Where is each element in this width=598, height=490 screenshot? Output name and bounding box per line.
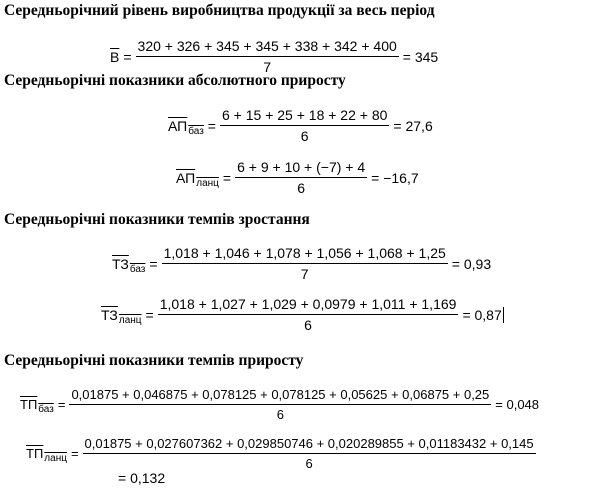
heading-increase-rates: Середньорічні показники темпів приросту (4, 352, 304, 369)
lhs-symbol: ТП (26, 446, 44, 461)
heading-growth-rates: Середньорічні показники темпів зростання (4, 211, 310, 228)
text-cursor (503, 307, 504, 323)
result: = 27,6 (393, 117, 433, 134)
denominator: 7 (300, 266, 309, 282)
numerator: 0,01875 + 0,027607362 + 0,029850746 + 0,020289855 + 0,01183432 + 0,145 (83, 436, 536, 454)
heading-production: Середньорічний рівень виробництва продукції за весь період (4, 2, 435, 19)
result: = 345 (402, 48, 439, 65)
lhs-symbol: ТЗ (112, 255, 129, 272)
lhs-symbol: ТП (20, 397, 38, 412)
numerator: 0,01875 + 0,046875 + 0,078125 + 0,078125 + 0,05625 + 0,06875 + 0,25 (69, 387, 491, 405)
formula-absolute-chain (176, 159, 419, 196)
heading-absolute-growth: Середньорічні показники абсолютного приросту (4, 72, 346, 89)
denominator: 7 (263, 59, 272, 75)
equals-sign: = (207, 117, 216, 134)
lhs-subscript: баз (38, 404, 54, 415)
equals-sign: = (123, 48, 132, 65)
lhs-symbol: АП (176, 169, 196, 186)
numerator: 1,018 + 1,046 + 1,078 + 1,056 + 1,068 + 1,25 (162, 245, 448, 264)
denominator: 6 (297, 180, 306, 196)
formula-increase-base (20, 387, 539, 422)
lhs-subscript: баз (129, 263, 146, 275)
lhs-symbol: В (110, 48, 120, 65)
equals-sign: = (57, 397, 66, 412)
numerator: 6 + 9 + 10 + (−7) + 4 (235, 159, 367, 178)
equals-sign: = (222, 169, 232, 186)
formula-growth-chain (101, 296, 504, 333)
result: = 0,048 (495, 397, 540, 412)
lhs-subscript: ланц (118, 314, 142, 326)
result: = 0,132 (118, 470, 166, 486)
lhs-subscript: ланц (44, 453, 67, 464)
result: = 0,87 (462, 306, 502, 323)
numerator: 1,018 + 1,027 + 1,029 + 0,0979 + 1,011 + 1,169 (158, 296, 459, 315)
formula-growth-base (112, 245, 491, 282)
denominator: 6 (305, 456, 313, 471)
equals-sign: = (145, 306, 154, 323)
equals-sign: = (70, 446, 79, 461)
lhs-symbol: АП (168, 117, 188, 134)
denominator: 6 (276, 407, 284, 422)
equals-sign: = (149, 255, 158, 272)
numerator: 320 + 326 + 345 + 345 + 338 + 342 + 400 (136, 38, 399, 57)
lhs-subscript: баз (188, 125, 204, 137)
result: = −16,7 (371, 169, 419, 186)
lhs-subscript: ланц (196, 177, 219, 189)
numerator: 6 + 15 + 25 + 18 + 22 + 80 (220, 107, 389, 126)
lhs-symbol: ТЗ (101, 306, 118, 323)
denominator: 6 (304, 317, 312, 333)
denominator: 6 (300, 128, 309, 144)
formula-production-average (110, 38, 438, 75)
formula-increase-chain (26, 436, 536, 471)
formula-absolute-base (168, 107, 433, 144)
result: = 0,93 (451, 255, 492, 272)
